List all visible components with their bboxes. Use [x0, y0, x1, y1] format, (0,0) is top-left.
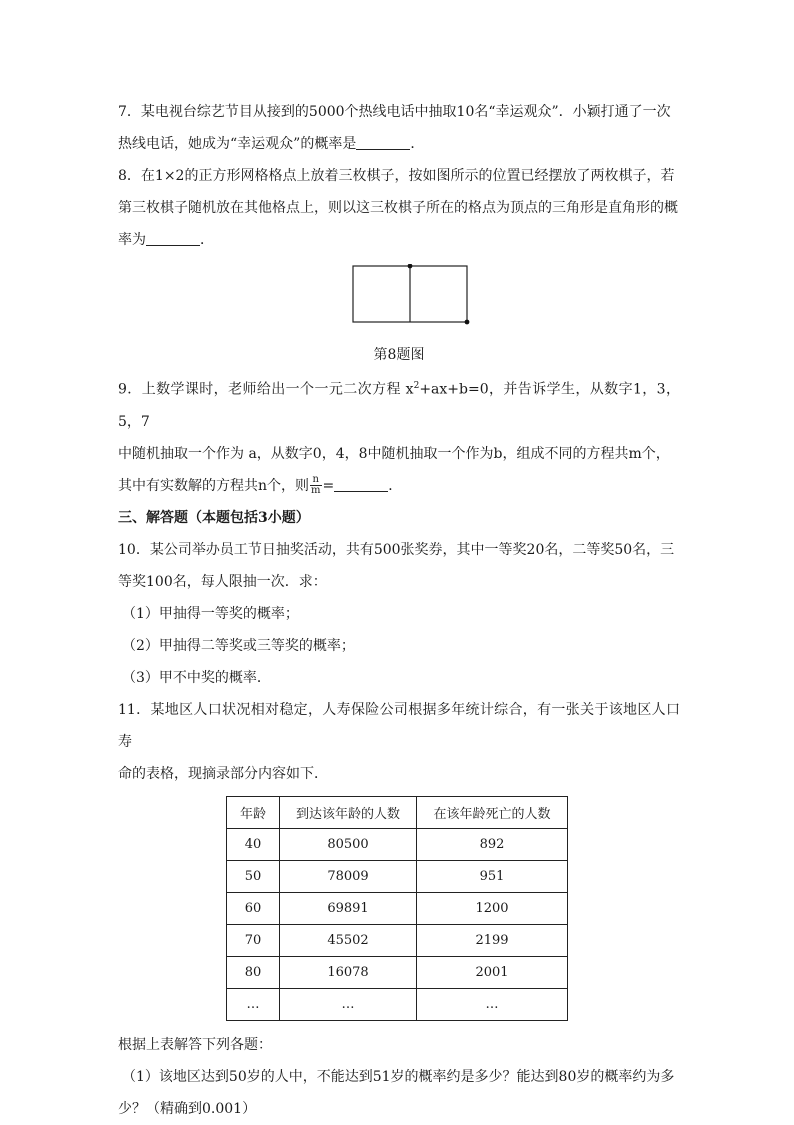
cell-age: 80: [227, 956, 280, 988]
cell-age: 40: [227, 828, 280, 860]
q8-figure-area: [118, 256, 680, 344]
q9-line-2: 中随机抽取一个作为 a，从数字0，4，8中随机抽取一个作为b，组成不同的方程共m个，: [118, 445, 670, 462]
cell-age: 70: [227, 924, 280, 956]
fraction-denominator: m: [311, 485, 321, 497]
q8-line-1: 8．在1×2的正方形网格格点上放着三枚棋子，按如图所示的位置已经摆放了两枚棋子，若: [118, 168, 675, 184]
q8-line-3: [118, 224, 680, 256]
table-row: [227, 956, 568, 988]
chess-piece-bottom-right: [465, 320, 470, 325]
q9-line-1: [118, 370, 680, 438]
cell-died: 892: [417, 828, 568, 860]
cell-age: 50: [227, 860, 280, 892]
q9-line-1-a: 9．上数学课时，老师给出一个一元二次方程 x: [118, 381, 414, 398]
q11-sub-1-line-1: （1）该地区达到50岁的人中，不能达到51岁的概率约是多少？能达到80岁的概率约为多: [122, 1068, 675, 1085]
life-table-header-row: [227, 796, 568, 828]
q7-line-2-text: 热线电话，她成为“幸运观众”的概率是: [118, 136, 357, 152]
life-table: [226, 796, 568, 1021]
q9-equals: =: [322, 477, 335, 494]
header-died: 在该年龄死亡的人数: [417, 796, 568, 828]
q8-line-2: 第三枚棋子随机放在其他格点上，则以这三枚棋子所在的格点为顶点的三角形是直角形的概: [118, 200, 678, 216]
q11-sub-1-line-2: 少？（精确到0.001）: [118, 1100, 257, 1117]
table-row: [227, 892, 568, 924]
header-reached: 到达该年龄的人数: [280, 796, 417, 828]
n-over-m-fraction: [310, 475, 321, 496]
cell-reached: 16078: [280, 956, 417, 988]
cell-reached: 69891: [280, 892, 417, 924]
table-row: [227, 828, 568, 860]
q9-answer-blank: [334, 477, 388, 492]
table-row: [227, 860, 568, 892]
table-row: [227, 924, 568, 956]
table-row: [227, 988, 568, 1020]
q9-line-1-b: +ax+b=0，并告诉学生，从数字1，3，5，7: [118, 381, 680, 430]
cell-died: 951: [417, 860, 568, 892]
q10-sub-3: （3）甲不中奖的概率．: [122, 669, 271, 686]
q10-line-1: 10．某公司举办员工节日抽奖活动，共有500张奖券，其中一等奖20名，二等奖50名，三: [118, 541, 675, 558]
q9-line-3-a: 其中有实数解的方程共n个，则: [118, 477, 310, 494]
q11-line-1: 11．某地区人口状况相对稳定，人寿保险公司根据多年统计综合，有一张关于该地区人口寿: [118, 701, 680, 750]
cell-died: 2199: [417, 924, 568, 956]
cell-died: 2001: [417, 956, 568, 988]
cell-age: 60: [227, 892, 280, 924]
section-3-title: 三、解答题（本题包括3小题）: [118, 509, 310, 526]
worksheet-page: [118, 96, 680, 1125]
q11-line-2: 命的表格，现摘录部分内容如下．: [118, 765, 328, 782]
q9-exponent: 2: [413, 381, 420, 391]
cell-reached: 80500: [280, 828, 417, 860]
q10-line-2: 等奖100名，每人限抽一次．求：: [118, 573, 327, 590]
q8-line-3-text: 率为: [118, 232, 146, 248]
cell-reached: 45502: [280, 924, 417, 956]
cell-reached: 78009: [280, 860, 417, 892]
q8-answer-blank: [146, 231, 200, 246]
q7-answer-blank: [356, 135, 410, 150]
q9-line-3-end: ．: [388, 477, 403, 494]
q8-line-3-end: ．: [200, 232, 214, 248]
cell-reached: …: [280, 988, 417, 1020]
cell-died: 1200: [417, 892, 568, 924]
q9-line-3: [118, 470, 680, 502]
q10-sub-1: （1）甲抽得一等奖的概率；: [122, 605, 299, 622]
cell-age: …: [227, 988, 280, 1020]
q10-sub-2: （2）甲抽得二等奖或三等奖的概率；: [122, 637, 355, 654]
q7-line-2: [118, 128, 680, 160]
q8-figure-caption: 第8题图: [373, 347, 425, 363]
cell-died: …: [417, 988, 568, 1020]
chess-piece-top-middle: [408, 264, 413, 268]
header-age: 年龄: [227, 796, 280, 828]
q11-after-table: 根据上表解答下列各题：: [118, 1036, 272, 1053]
grid-1x2-figure: [352, 264, 470, 326]
fraction-numerator: n: [310, 475, 321, 486]
q7-line-2-end: ．: [410, 136, 425, 152]
q7-line-1: 7．某电视台综艺节目从接到的5000个热线电话中抽取10名“幸运观众”．小颖打通了一次: [118, 104, 671, 120]
